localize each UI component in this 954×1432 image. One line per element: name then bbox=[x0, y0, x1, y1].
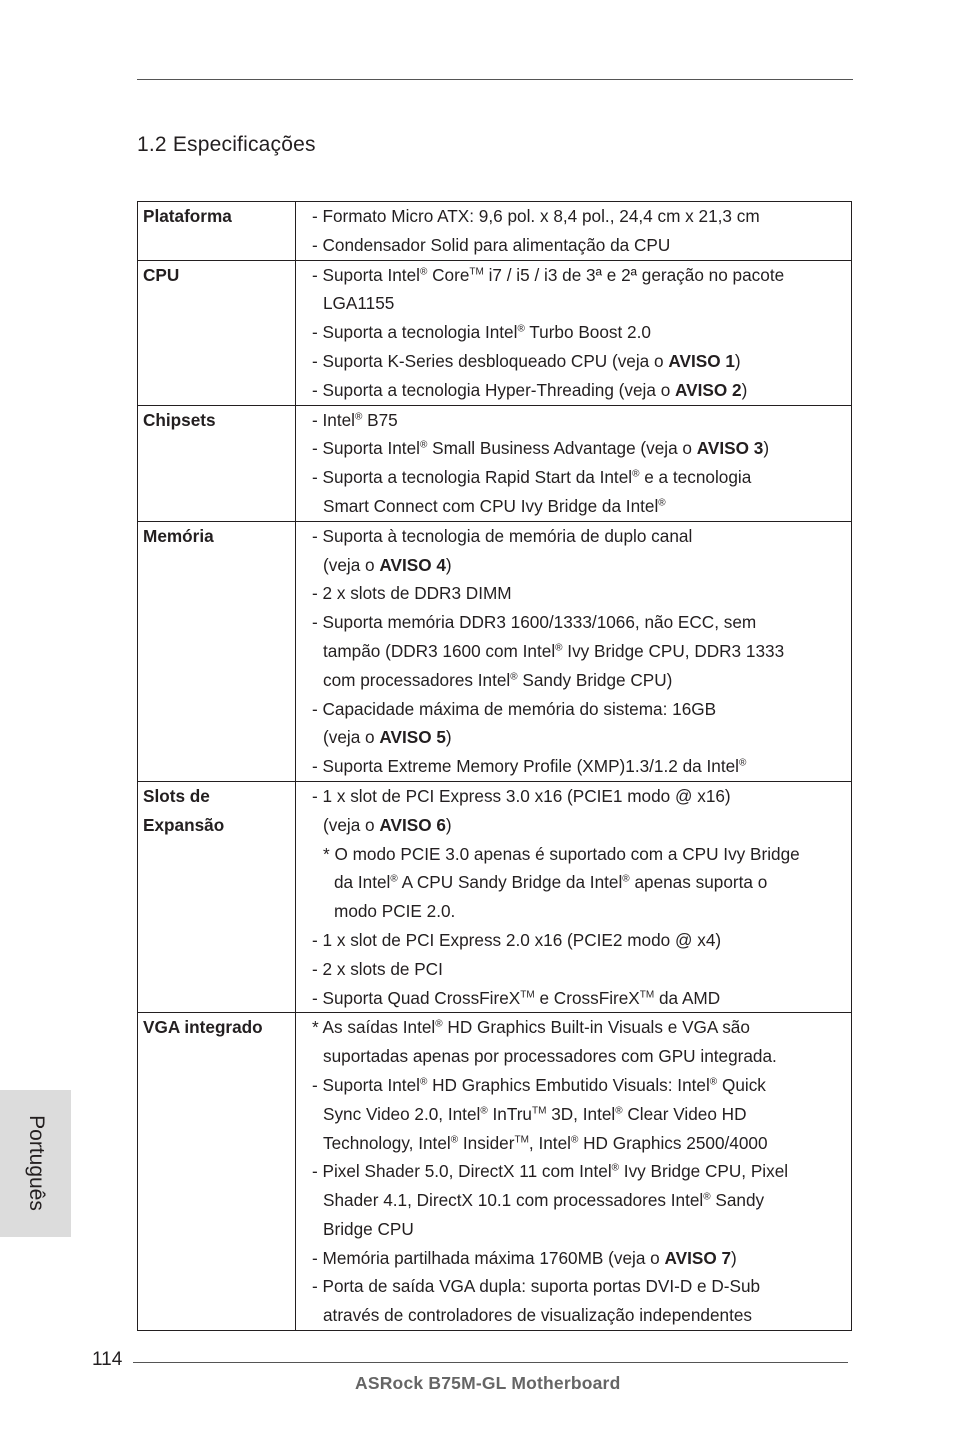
spec-line: tampão (DDR3 1600 com Intel® Ivy Bridge CPU, DDR3 1333 bbox=[323, 640, 785, 661]
spec-values bbox=[296, 405, 852, 521]
spec-values bbox=[296, 521, 852, 781]
spec-line: (veja o AVISO 6) bbox=[323, 814, 452, 835]
spec-line: - Suporta Intel® Small Business Advantage (veja o AVISO 3) bbox=[312, 438, 770, 459]
spec-line: - Condensador Solid para alimentação da CPU bbox=[312, 234, 671, 255]
spec-line: - Suporta à tecnologia de memória de duplo canal bbox=[312, 525, 693, 546]
spec-line: - 1 x slot de PCI Express 3.0 x16 (PCIE1 modo @ x16) bbox=[312, 785, 731, 806]
spec-row bbox=[138, 202, 852, 261]
spec-row bbox=[138, 521, 852, 781]
spec-label: Chipsets bbox=[138, 405, 296, 521]
spec-line: - Capacidade máxima de memória do sistema: 16GB bbox=[312, 698, 717, 719]
spec-values bbox=[296, 781, 852, 1012]
spec-table-body bbox=[138, 202, 852, 1331]
spec-line: - Porta de saída VGA dupla: suporta portas DVI-D e D-Sub bbox=[312, 1276, 761, 1297]
spec-table bbox=[137, 201, 852, 1331]
bottom-rule bbox=[133, 1362, 848, 1363]
spec-line: * As saídas Intel® HD Graphics Built-in Visuals e VGA são bbox=[312, 1017, 750, 1038]
spec-line: suportadas apenas por processadores com GPU integrada. bbox=[323, 1046, 777, 1067]
spec-label: Memória bbox=[138, 521, 296, 781]
spec-line: - Pixel Shader 5.0, DirectX 11 com Intel® Ivy Bridge CPU, Pixel bbox=[312, 1161, 789, 1182]
spec-label: Slots de Expansão bbox=[138, 781, 296, 1012]
spec-row bbox=[138, 260, 852, 405]
spec-line: da Intel® A CPU Sandy Bridge da Intel® apenas suporta o bbox=[334, 872, 768, 893]
spec-line: - Suporta Extreme Memory Profile (XMP)1.3/1.2 da Intel® bbox=[312, 756, 747, 777]
spec-line: (veja o AVISO 4) bbox=[323, 554, 452, 575]
spec-line: - Suporta Quad CrossFireX™ e CrossFireX™ da AMD bbox=[312, 987, 721, 1008]
section-title: 1.2 Especificações bbox=[137, 133, 316, 156]
spec-line: * O modo PCIE 3.0 apenas é suportado com a CPU Ivy Bridge bbox=[323, 843, 800, 864]
spec-line: Smart Connect com CPU Ivy Bridge da Intel® bbox=[323, 495, 666, 516]
spec-line: - Suporta Intel® HD Graphics Embutido Visuals: Intel® Quick bbox=[312, 1074, 766, 1095]
spec-line: - Suporta a tecnologia Hyper-Threading (veja o AVISO 2) bbox=[312, 379, 748, 400]
spec-line: - Suporta memória DDR3 1600/1333/1066, não ECC, sem bbox=[312, 612, 757, 633]
footer-product-name: ASRock B75M-GL Motherboard bbox=[355, 1373, 621, 1393]
spec-line: - Suporta a tecnologia Intel® Turbo Boost 2.0 bbox=[312, 322, 651, 343]
spec-line: LGA1155 bbox=[323, 293, 395, 314]
spec-line: Sync Video 2.0, Intel® InTru™ 3D, Intel® Clear Video HD bbox=[323, 1103, 747, 1124]
spec-line: - Formato Micro ATX: 9,6 pol. x 8,4 pol., 24,4 cm x 21,3 cm bbox=[312, 206, 760, 226]
spec-line: - Suporta Intel® Core™ i7 / i5 / i3 de 3ª e 2ª geração no pacote bbox=[312, 264, 785, 285]
spec-line: - 1 x slot de PCI Express 2.0 x16 (PCIE2 modo @ x4) bbox=[312, 929, 722, 950]
spec-line: - Suporta a tecnologia Rapid Start da Intel® e a tecnologia bbox=[312, 467, 752, 488]
top-rule bbox=[137, 79, 853, 80]
spec-row bbox=[138, 405, 852, 521]
spec-line: Technology, Intel® Insider™, Intel® HD Graphics 2500/4000 bbox=[323, 1132, 768, 1153]
spec-line: Shader 4.1, DirectX 10.1 com processadores Intel® Sandy bbox=[323, 1190, 765, 1211]
spec-line: Bridge CPU bbox=[323, 1218, 414, 1239]
spec-line: - Intel® B75 bbox=[312, 409, 398, 430]
spec-row bbox=[138, 781, 852, 1012]
spec-line: - 2 x slots de PCI bbox=[312, 958, 443, 979]
spec-line: através de controladores de visualização independentes bbox=[323, 1305, 753, 1326]
spec-values bbox=[296, 202, 852, 261]
spec-line: modo PCIE 2.0. bbox=[334, 901, 456, 922]
spec-line: (veja o AVISO 5) bbox=[323, 727, 452, 748]
spec-row bbox=[138, 1013, 852, 1331]
spec-values bbox=[296, 1013, 852, 1331]
page-number: 114 bbox=[92, 1349, 123, 1370]
spec-values bbox=[296, 260, 852, 405]
spec-label: VGA integrado bbox=[138, 1013, 296, 1331]
spec-line: - 2 x slots de DDR3 DIMM bbox=[312, 583, 512, 604]
language-side-tab-label: Português bbox=[25, 1115, 48, 1211]
spec-line: com processadores Intel® Sandy Bridge CPU) bbox=[323, 669, 673, 690]
spec-label: CPU bbox=[138, 260, 296, 405]
spec-line: - Memória partilhada máxima 1760MB (veja o AVISO 7) bbox=[312, 1247, 737, 1268]
language-side-tab bbox=[0, 1090, 71, 1237]
spec-label: Plataforma bbox=[138, 202, 296, 261]
spec-line: - Suporta K-Series desbloqueado CPU (veja o AVISO 1) bbox=[312, 350, 741, 371]
